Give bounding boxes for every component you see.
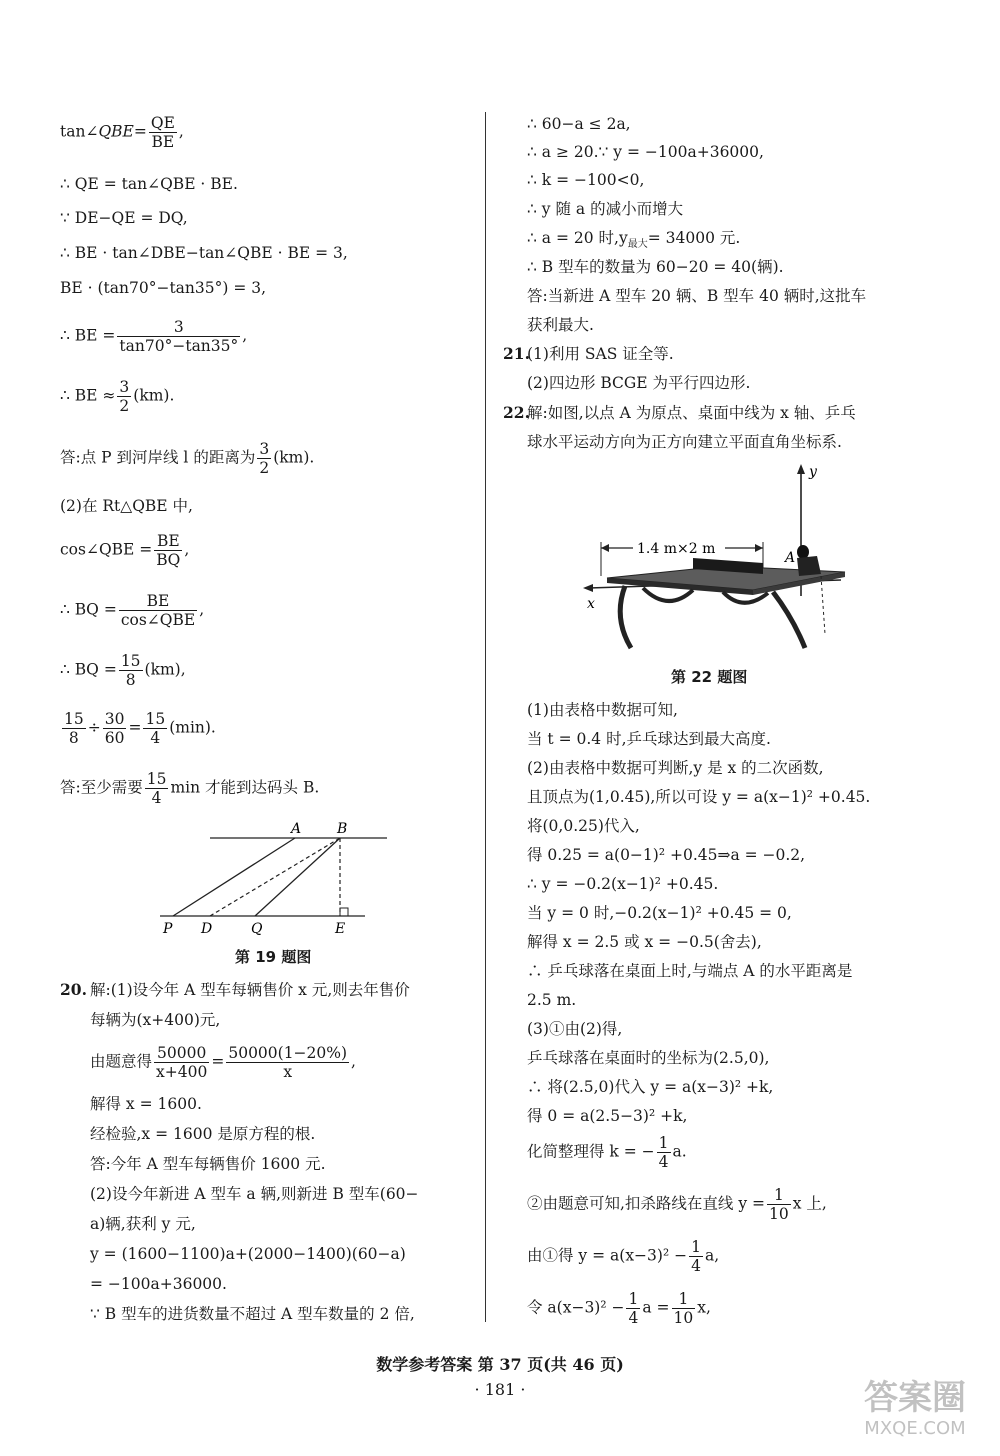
text-line: 得 0.25 = a(0−1)² +0.45⇒a = −0.2, <box>527 846 806 864</box>
equation-line: 令 a(x−3)² − $\frac{1}{4}$ a = $\frac{1}{10}$ x, <box>527 1290 711 1327</box>
equation-line: 由①得 y = a(x−3)² − $\frac{1}{4}$ a, <box>527 1238 720 1275</box>
fraction: $\frac{3}{2}$ <box>119 378 130 415</box>
fig22-dimension: 1.4 m×2 m <box>637 541 716 557</box>
text-line: 2.5 m. <box>527 991 577 1009</box>
text-line: 当 y = 0 时,−0.2(x−1)² +0.45 = 0, <box>527 904 792 922</box>
page-number: · 181 · <box>474 1380 526 1399</box>
text-line: 且顶点为(1,0.45),所以可设 y = a(x−1)² +0.45. <box>527 788 871 806</box>
question-22-number: 22. <box>503 403 530 422</box>
fraction: $\frac{15}{4}$ <box>146 770 167 807</box>
fraction: $\frac{15}{8}$ <box>120 652 141 689</box>
fraction: $\frac{1}{4}$ <box>691 1238 701 1275</box>
text-line: ∵ B 型车的进货数量不超过 A 型车数量的 2 倍, <box>90 1305 415 1323</box>
text-line: 将(0,0.25)代入, <box>527 817 640 835</box>
fig19-label: E <box>335 921 346 937</box>
figure-22-table-diagram <box>573 458 853 658</box>
fig22-label: x <box>587 596 595 612</box>
line-be-approx: ∴ BE ≈ $\frac{3}{2}$ (km). <box>60 378 175 415</box>
fraction: $\frac{50000(1-20\%)}{x}$ <box>228 1044 348 1081</box>
text-line: = −100a+36000. <box>90 1275 227 1293</box>
text-line: BE · (tan70°−tan35°) = 3, <box>60 279 267 297</box>
text-line: ∴ y 随 a 的减小而增大 <box>527 200 684 218</box>
equation-line: ②由题意可知,扣杀路线在直线 y = $\frac{1}{10}$ x 上, <box>527 1186 827 1223</box>
fraction: $\frac{1}{4}$ <box>658 1134 669 1171</box>
text-line: (2)设今年新进 A 型车 a 辆,则新进 B 型车(60− <box>90 1185 419 1203</box>
text-line: y = (1600−1100)a+(2000−1400)(60−a) <box>90 1245 406 1263</box>
fraction: $\frac{15}{4}$ <box>145 710 166 747</box>
fig22-label: A <box>785 550 796 566</box>
text-line: ∴ B 型车的数量为 60−20 = 40(辆). <box>527 258 784 276</box>
text-line: 答:今年 A 型车每辆售价 1600 元. <box>90 1155 326 1173</box>
question-21-number: 21. <box>503 344 530 363</box>
fig19-label: A <box>291 822 302 837</box>
fraction: $\frac{QE}{BE}$ <box>150 114 175 151</box>
text-line: 解得 x = 1600. <box>90 1095 202 1113</box>
text-line: (2)由表格中数据可判断,y 是 x 的二次函数, <box>527 759 824 777</box>
text-line: (1)利用 SAS 证全等. <box>527 345 674 363</box>
fraction: $\frac{3}{\tan 70^\circ-\tan 35^\circ}$ <box>119 318 239 355</box>
text-line: 每辆为(x+400)元, <box>90 1011 221 1029</box>
fig22-label: y <box>809 464 817 480</box>
fraction: $\frac{15}{8}$ <box>64 710 84 747</box>
max-value-line: ∴ a = 20 时$,y_{最大}= 34000$ 元. <box>527 229 741 251</box>
watermark-text: 答案圈 <box>864 1378 966 1418</box>
text-line: ∵ DE−QE = DQ, <box>60 209 188 227</box>
question-20-number: 20. <box>60 980 87 999</box>
text-line: ∴ y = −0.2(x−1)² +0.45. <box>527 875 719 893</box>
line-cos: cos∠QBE = $\frac{BE}{BQ}$ , <box>60 532 190 569</box>
figure-22-caption: 第 22 题图 <box>671 668 748 686</box>
line-bq-value: ∴ BQ = $\frac{15}{8}$ (km), <box>60 652 186 689</box>
text-line: ∴ BE · tan∠DBE−tan∠QBE · BE = 3, <box>60 244 348 262</box>
fig19-label: B <box>337 822 348 837</box>
fraction: $\frac{1}{10}$ <box>673 1290 694 1327</box>
text-line: ∴ k = −100<0, <box>527 171 645 189</box>
fig19-label: D <box>201 921 213 937</box>
text-line: a)辆,获利 y 元, <box>90 1215 196 1233</box>
text-line: (2)在 Rt△QBE 中, <box>60 497 193 515</box>
text-line: ∴ 将(2.5,0)代入 y = a(x−3)² +k, <box>527 1078 774 1096</box>
text-line: 答:当新进 A 型车 20 辆、B 型车 40 辆时,这批车 <box>527 287 867 305</box>
watermark-url: MXQE.COM <box>864 1418 966 1439</box>
fraction: $\frac{30}{60}$ <box>104 710 125 747</box>
text-line: ∴ QE = tan∠QBE · BE. <box>60 175 238 193</box>
line-tan-qbe: tan∠QBE= $\frac{QE}{BE}$ , <box>60 114 184 151</box>
figure-19-diagram <box>155 822 395 937</box>
column-divider <box>485 112 486 1322</box>
footer-title: 数学参考答案 第 37 页(共 46 页) <box>376 1355 624 1374</box>
text-line: ∴ 60−a ≤ 2a, <box>527 115 631 133</box>
text-line: 解:如图,以点 A 为原点、桌面中线为 x 轴、乒乓 <box>527 404 856 422</box>
line-be-fraction: ∴ BE = $\frac{3}{\tan 70^\circ-\tan 35^\circ}$ , <box>60 318 248 355</box>
text-line: 球水平运动方向为正方向建立平面直角坐标系. <box>527 433 842 451</box>
text-line: ∴ a ≥ 20.∵ y = −100a+36000, <box>527 143 764 161</box>
text-line: 乒乓球落在桌面时的坐标为(2.5,0), <box>527 1049 770 1067</box>
text-line: 解得 x = 2.5 或 x = −0.5(舍去), <box>527 933 762 951</box>
fraction: $\frac{3}{2}$ <box>259 440 270 477</box>
text-line: (3)①由(2)得, <box>527 1020 623 1038</box>
text-line: 获利最大. <box>527 316 594 334</box>
watermark-logo <box>840 1378 990 1448</box>
answer-distance: 答:点 P 到河岸线 l 的距离为 $\frac{3}{2}$ (km). <box>60 440 315 477</box>
fig19-label: P <box>163 921 173 937</box>
fig19-label: Q <box>251 921 263 937</box>
fraction: $\frac{1}{4}$ <box>628 1290 639 1327</box>
text-line: 经检验,x = 1600 是原方程的根. <box>90 1125 316 1143</box>
figure-19-caption: 第 19 题图 <box>235 948 312 966</box>
text-line: ∴ 乒乓球落在桌面上时,与端点 A 的水平距离是 <box>527 962 853 980</box>
text-line: (2)四边形 BCGE 为平行四边形. <box>527 374 751 392</box>
line-time-calc: $\frac{15}{8}$ ÷ $\frac{30}{60}$ = $\frac{15}{4}$ (min). <box>64 710 216 747</box>
fraction: $\frac{1}{10}$ <box>769 1186 789 1223</box>
answer-time: 答:至少需要 $\frac{15}{4}$ min 才能到达码头 B. <box>60 770 320 807</box>
equation-line: 由题意得 $\frac{50000}{x+400}$ = $\frac{50000(1-20\%)}{x}$ , <box>90 1044 356 1081</box>
text-line: 得 0 = a(2.5−3)² +k, <box>527 1107 688 1125</box>
text-line: 当 t = 0.4 时,乒乓球达到最大高度. <box>527 730 771 748</box>
text-line: 解:(1)设今年 A 型车每辆售价 x 元,则去年售价 <box>90 981 410 999</box>
line-bq: ∴ BQ = $\frac{BE}{\text{cos∠QBE}}$ , <box>60 592 205 629</box>
text-line: (1)由表格中数据可知, <box>527 701 678 719</box>
fraction: $\frac{BE}{\text{cos∠QBE}}$ <box>120 592 196 629</box>
fraction: $\frac{BE}{BQ}$ <box>156 532 181 569</box>
fraction: $\frac{50000}{x+400}$ <box>156 1044 208 1081</box>
equation-line: 化简整理得 k = − $\frac{1}{4}$ a. <box>527 1134 687 1171</box>
